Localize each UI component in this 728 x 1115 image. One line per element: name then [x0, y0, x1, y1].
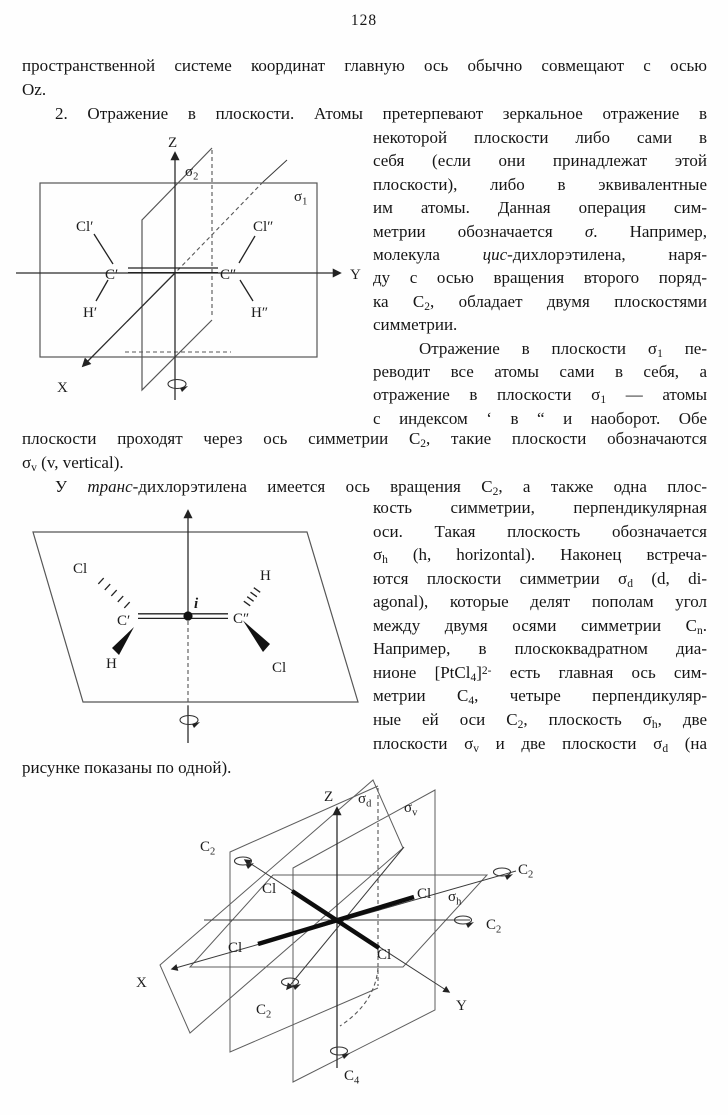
cl-left-label: Cl [73, 561, 88, 577]
c2-axis-label: $C_2$ [518, 862, 534, 881]
c-prime-label: C′ [117, 613, 131, 629]
cl-atom-label: Cl [228, 940, 243, 956]
text-line: Oz. [22, 80, 47, 99]
text-line: 2. Отражение в плоскости. Атомы претерпевают зеркальное отражение в [55, 104, 707, 123]
hidden-plane-curve [340, 968, 378, 1026]
bond-cl-prime [94, 234, 113, 264]
cl-atom-label: Cl [417, 886, 432, 902]
text-line: Отражение в плоскости $\sigma_1$ пе- [419, 339, 707, 360]
sigma-d-plane [160, 780, 403, 1033]
sigma-h-label: $\sigma_h$ [448, 889, 462, 908]
inversion-center-dot [183, 611, 192, 620]
x-axis-label: X [57, 380, 68, 396]
rotation-arrow-icon [455, 916, 475, 928]
text-line: симметрии. [373, 315, 458, 334]
x-axis-hidden [176, 182, 263, 272]
text-line: ду с осью вращения второго поряд- [373, 268, 707, 287]
cl-right-label: Cl [272, 660, 287, 676]
h-left-label: H [106, 656, 117, 672]
text-line: ка $C_2$, обладает двумя плоскостями [373, 292, 707, 313]
rotation-arrow-icon [235, 857, 255, 869]
z-axis-label: Z [324, 789, 334, 805]
c-dprime-label: C″ [220, 267, 237, 283]
h-dprime-label: H″ [251, 305, 269, 321]
rotation-arrow-icon [180, 716, 200, 729]
text-line: некоторой плоскости либо сами в [373, 128, 707, 147]
z-axis-label: Z [168, 135, 178, 151]
text-line: плоскости $\sigma_v$ и две плоскости $\sigma_d$ (на [373, 734, 707, 755]
text-line: между двумя осями симметрии $C_n$. [373, 616, 707, 637]
text-line: рисунке показаны по одной). [22, 758, 232, 777]
y-axis-label: Y [350, 267, 361, 283]
sigma2-plane [142, 148, 212, 390]
bond-h-prime [96, 280, 108, 301]
sigma2-label: $\sigma_2$ [185, 164, 199, 183]
text-line: ные ей оси $C_2$, плоскость $\sigma_h$, две [373, 710, 707, 731]
hashed-bond-cl [98, 578, 129, 608]
text-line: $\sigma_v$ (v, vertical). [22, 453, 124, 474]
text-line: пространственной системе координат главную ось обычно совмещают с осью [22, 56, 707, 75]
cl-atom-label: Cl [262, 881, 277, 897]
sigma1-label: $\sigma_1$ [294, 189, 308, 208]
c-dprime-label: C″ [233, 611, 250, 627]
rotation-arrow-icon [494, 868, 514, 880]
figure-trans-dichloroethylene [18, 494, 390, 762]
text-line: Например, в плоскоквадратном диа- [373, 639, 707, 658]
x-axis-back [263, 160, 287, 182]
text-line: им атомы. Данная операция сим- [373, 198, 707, 217]
text-line: ются плоскости симметрии $\sigma_d$ (d, di- [373, 569, 707, 590]
text-line: с индексом ‘ в “ и наоборот. Обе [373, 409, 707, 428]
h-prime-label: H′ [83, 305, 98, 321]
text-line: отражение в плоскости $\sigma_1$ — атомы [373, 385, 707, 406]
bond-cl-dprime [239, 236, 255, 263]
text-line: оси. Такая плоскость обозначается [373, 522, 707, 541]
figure-cis-dichloroethylene [0, 128, 370, 420]
sigma-d-label: $\sigma_d$ [358, 791, 372, 810]
sigma-d2-plane [230, 786, 378, 1052]
figure-ptcl4-symmetry [100, 775, 662, 1113]
cl-atom-label: Cl [377, 947, 392, 963]
text-line: метрии обозначается σ. Например, [373, 222, 707, 241]
text-line: молекула цис-дихлорэтилена, наря- [373, 245, 707, 264]
rotation-arrow-icon [168, 380, 188, 393]
inversion-center-label: i [194, 596, 199, 612]
page-number: 128 [350, 12, 378, 29]
text-line: У транс-дихлорэтилена имеется ось вращения $C_2$, а также одна плос- [55, 477, 707, 498]
wedge-bond-h [112, 627, 134, 655]
c2-axis-label: $C_2$ [200, 839, 216, 858]
c2-axis-label: $C_2$ [256, 1002, 272, 1021]
sigma-h-plane [33, 532, 358, 702]
y-axis-label: Y [456, 998, 467, 1014]
text-line: кость симметрии, перпендикулярная [373, 498, 707, 517]
hashed-bond-h [244, 588, 260, 606]
x-axis-label: X [136, 975, 147, 991]
sigma-v-label: $\sigma_v$ [404, 800, 418, 819]
bond-h-dprime [240, 280, 253, 301]
text-line: плоскости проходят через ось симметрии $C_2$, такие плоскости обозначаются [22, 429, 707, 450]
text-line: agonal), которые делят пополам угол [373, 592, 707, 611]
text-line: $\sigma_h$ (h, horizontal). Наконец встреча- [373, 545, 707, 566]
c2-axis-label: $C_2$ [486, 917, 502, 936]
h-right-label: H [260, 568, 271, 584]
text-line: себя (если они принадлежат этой [373, 151, 707, 170]
cl-dprime-label: Cl″ [253, 219, 274, 235]
c-prime-label: C′ [105, 267, 119, 283]
text-line: метрии $C_4$, четыре перпендикуляр- [373, 686, 708, 707]
text-line: нионе [PtCl$_4$]$^{2-}$ есть главная ось сим- [373, 663, 707, 684]
rotation-arrow-icon [331, 1047, 351, 1059]
text-line: плоскости), либо в эквивалентные [373, 175, 707, 194]
cl-prime-label: Cl′ [76, 219, 94, 235]
text-line: реводит все атомы сами в себя, а [373, 362, 707, 381]
c4-axis-label: $C_4$ [344, 1068, 360, 1087]
